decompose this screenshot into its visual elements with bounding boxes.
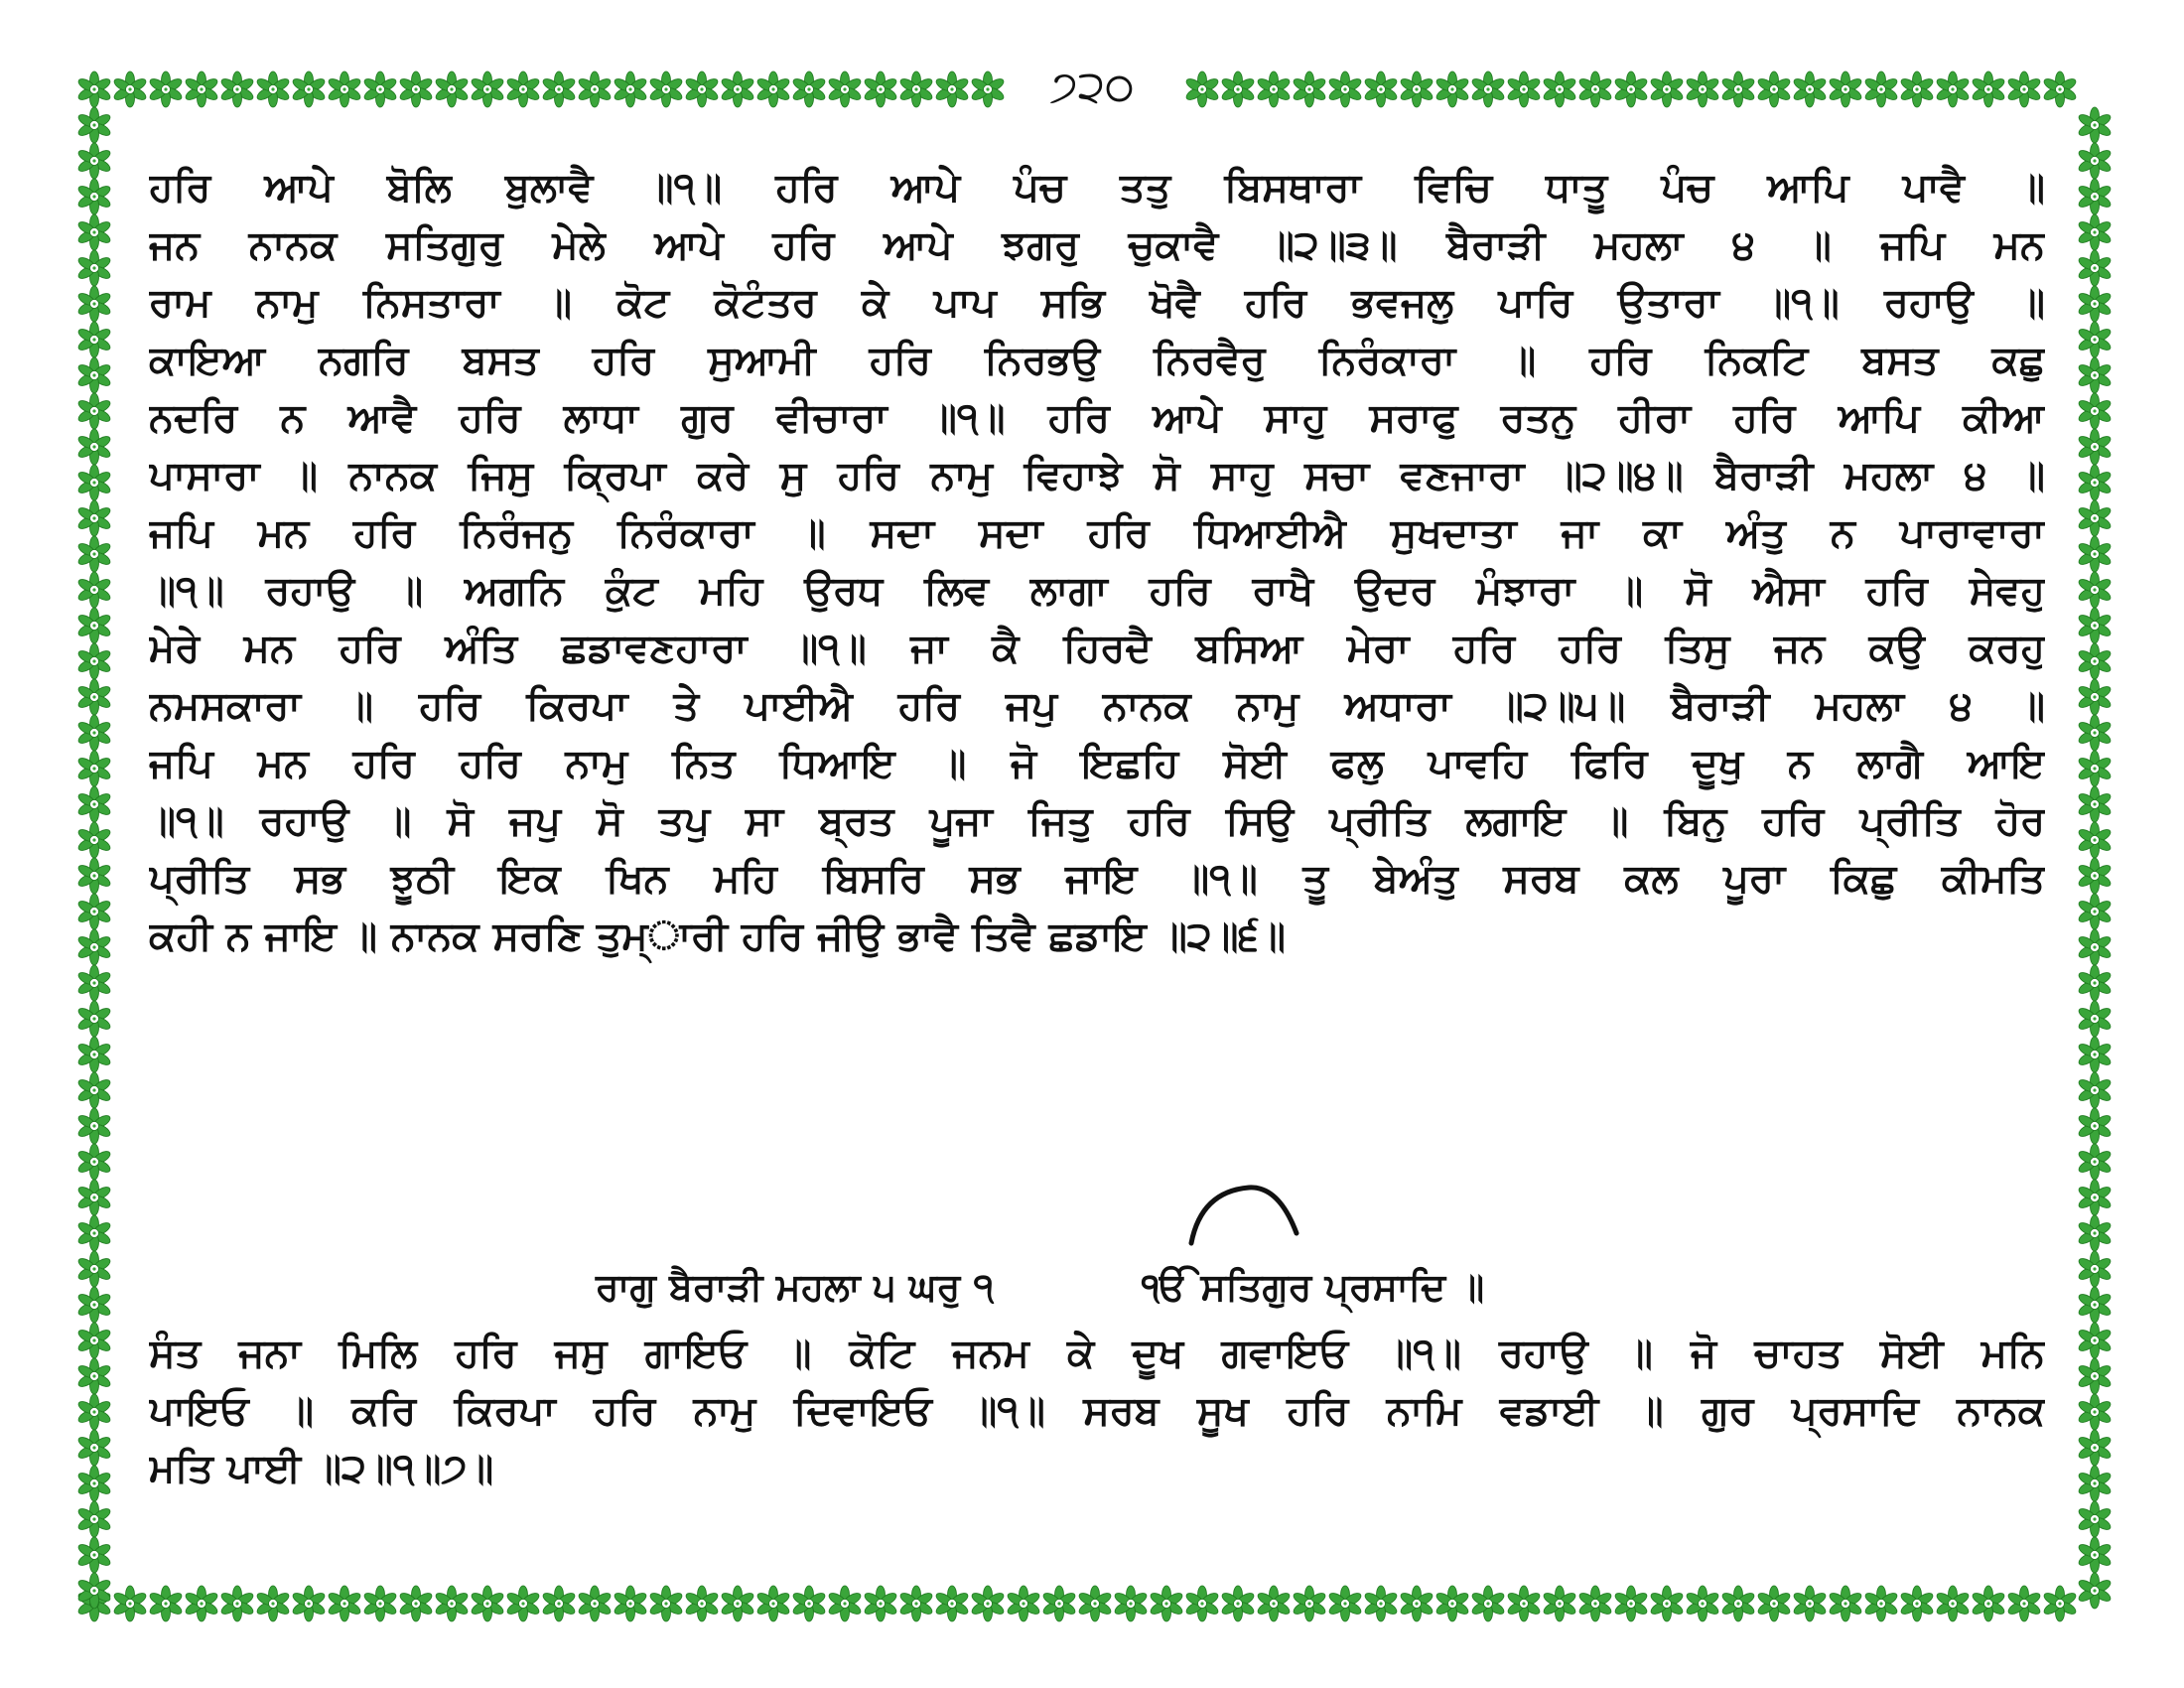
border-flower-icon (470, 1586, 505, 1621)
border-flower-icon (327, 1586, 362, 1621)
border-flower-icon (76, 1466, 112, 1501)
border-flower-icon (1792, 1586, 1828, 1621)
border-flower-icon (76, 1501, 112, 1537)
border-flower-icon (2077, 286, 2113, 322)
border-flower-icon (362, 1586, 398, 1621)
border-flower-icon (76, 393, 112, 429)
border-flower-icon (1434, 1586, 1470, 1621)
border-flower-icon (2077, 1180, 2113, 1215)
verse-line: ਨਦਰਿ ਨ ਆਵੈ ਹਰਿ ਲਾਧਾ ਗੁਰ ਵੀਚਾਰਾ ॥੧॥ ਹਰਿ ਆਪੇ ਸਾਹੁ ਸਰਾਫੁ ਰਤਨੁ ਹੀਰਾ ਹਰਿ ਆਪਿ ਕੀਆ (149, 395, 2045, 441)
border-flower-icon (291, 71, 327, 107)
border-flower-icon (2077, 500, 2113, 536)
border-flower-icon (2077, 1144, 2113, 1180)
border-flower-icon (76, 357, 112, 393)
border-flower-icon (541, 71, 577, 107)
border-flower-icon (2077, 751, 2113, 786)
border-flower-icon (2077, 357, 2113, 393)
verse-block-2 (149, 1325, 2045, 1497)
border-flower-icon (398, 1586, 434, 1621)
border-flower-icon (112, 1586, 148, 1621)
border-flower-icon (76, 1215, 112, 1251)
verse-line: ਕਹੀ ਨ ਜਾਇ ॥ ਨਾਨਕ ਸਰਣਿ ਤੁਮ੍ਾਰੀ ਹਰਿ ਜੀਉ ਭਾਵੈ ਤਿਵੈ ਛਡਾਇ ॥੨॥੬॥ (149, 914, 1286, 959)
border-flower-icon (398, 71, 434, 107)
border-flower-icon (76, 1072, 112, 1108)
border-flower-icon (1363, 1586, 1399, 1621)
verse-line: ਨਮਸਕਾਰਾ ॥ ਹਰਿ ਕਿਰਪਾ ਤੇ ਪਾਈਐ ਹਰਿ ਜਪੁ ਨਾਨਕ ਨਾਮੁ ਅਧਾਰਾ ॥੨॥੫॥ ਬੈਰਾੜੀ ਮਹਲਾ ੪ ॥ (149, 683, 2045, 729)
verse-line: ਮਤਿ ਪਾਈ ॥੨॥੧॥੭॥ (149, 1446, 494, 1491)
border-flower-icon (863, 71, 898, 107)
border-flower-icon (1577, 1586, 1613, 1621)
border-flower-icon (2077, 143, 2113, 179)
border-flower-icon (76, 143, 112, 179)
border-flower-icon (1542, 71, 1577, 107)
border-flower-icon (2077, 1323, 2113, 1358)
border-flower-icon (1542, 1586, 1577, 1621)
verse-line: ਜਨ ਨਾਨਕ ਸਤਿਗੁਰੁ ਮੇਲੇ ਆਪੇ ਹਰਿ ਆਪੇ ਝਗਰੁ ਚੁਕਾਵੈ ॥੨॥੩॥ ਬੈਰਾੜੀ ਮਹਲਾ ੪ ॥ ਜਪਿ ਮਨ (149, 222, 2045, 268)
verse-line: ਪਾਸਾਰਾ ॥ ਨਾਨਕ ਜਿਸੁ ਕ੍ਰਿਪਾ ਕਰੇ ਸੁ ਹਰਿ ਨਾਮੁ ਵਿਹਾਝੇ ਸੋ ਸਾਹੁ ਸਚਾ ਵਣਜਾਰਾ ॥੨॥੪॥ ਬੈਰਾੜੀ ਮਹਲਾ ੪ ॥ (149, 453, 2045, 498)
border-flower-icon (76, 1537, 112, 1573)
border-flower-icon (1935, 1586, 1971, 1621)
border-flower-icon (76, 1323, 112, 1358)
border-flower-icon (434, 1586, 470, 1621)
border-flower-icon (1828, 71, 1863, 107)
border-flower-icon (76, 608, 112, 643)
border-flower-icon (1649, 1586, 1685, 1621)
border-flower-icon (1077, 1586, 1113, 1621)
border-flower-icon (1506, 71, 1542, 107)
border-flower-icon (613, 71, 648, 107)
border-flower-icon (1685, 71, 1720, 107)
border-flower-icon (76, 1251, 112, 1287)
border-flower-icon (1292, 71, 1327, 107)
border-flower-icon (2077, 1537, 2113, 1573)
border-flower-icon (291, 1586, 327, 1621)
border-flower-icon (219, 1586, 255, 1621)
border-flower-icon (1899, 71, 1935, 107)
border-flower-icon (1256, 71, 1292, 107)
border-flower-icon (1971, 71, 2006, 107)
verse-line: ਪ੍ਰੀਤਿ ਸਭ ਝੂਠੀ ਇਕ ਖਿਨ ਮਹਿ ਬਿਸਰਿ ਸਭ ਜਾਇ ॥੧॥ ਤੂ ਬੇਅੰਤੁ ਸਰਬ ਕਲ ਪੂਰਾ ਕਿਛੁ ਕੀਮਤਿ (149, 856, 2045, 902)
border-flower-icon (76, 71, 112, 107)
border-flower-icon (76, 1573, 112, 1609)
border-flower-icon (1399, 1586, 1434, 1621)
border-flower-icon (1899, 1586, 1935, 1621)
border-flower-icon (648, 71, 684, 107)
border-flower-icon (755, 1586, 791, 1621)
border-flower-icon (76, 751, 112, 786)
border-flower-icon (791, 1586, 827, 1621)
border-flower-icon (1220, 71, 1256, 107)
border-flower-icon (2077, 1001, 2113, 1037)
border-flower-icon (2077, 1466, 2113, 1501)
border-flower-icon (2077, 1251, 2113, 1287)
verse-line: ॥੧॥ ਰਹਾਉ ॥ ਸੋ ਜਪੁ ਸੋ ਤਪੁ ਸਾ ਬ੍ਰਤ ਪੂਜਾ ਜਿਤੁ ਹਰਿ ਸਿਉ ਪ੍ਰੀਤਿ ਲਗਾਇ ॥ ਬਿਨੁ ਹਰਿ ਪ੍ਰੀਤਿ ਹੋਰ (149, 798, 2045, 844)
border-flower-icon (2077, 1037, 2113, 1072)
border-flower-icon (1971, 1586, 2006, 1621)
border-flower-icon (1113, 1586, 1149, 1621)
border-flower-icon (1577, 71, 1613, 107)
border-flower-icon (1756, 71, 1792, 107)
border-flower-icon (1756, 1586, 1792, 1621)
border-flower-icon (2077, 429, 2113, 465)
border-flower-icon (148, 71, 184, 107)
border-flower-icon (76, 786, 112, 822)
border-flower-icon (1685, 1586, 1720, 1621)
border-flower-icon (720, 1586, 755, 1621)
border-flower-icon (2077, 393, 2113, 429)
verse-line: ਜਪਿ ਮਨ ਹਰਿ ਹਰਿ ਨਾਮੁ ਨਿਤ ਧਿਆਇ ॥ ਜੋ ਇਛਹਿ ਸੋਈ ਫਲੁ ਪਾਵਹਿ ਫਿਰਿ ਦੂਖੁ ਨ ਲਾਗੈ ਆਇ (149, 741, 2045, 786)
border-flower-icon (76, 429, 112, 465)
border-flower-icon (434, 71, 470, 107)
border-flower-icon (1470, 71, 1506, 107)
border-flower-icon (76, 1001, 112, 1037)
border-flower-icon (2077, 1394, 2113, 1430)
border-flower-icon (934, 1586, 970, 1621)
border-flower-icon (755, 71, 791, 107)
verse-line: ਹਰਿ ਆਪੇ ਬੋਲਿ ਬੁਲਾਵੈ ॥੧॥ ਹਰਿ ਆਪੇ ਪੰਚ ਤਤੁ ਬਿਸਥਾਰਾ ਵਿਚਿ ਧਾਤੂ ਪੰਚ ਆਪਿ ਪਾਵੈ ॥ (149, 165, 2045, 211)
border-flower-icon (2077, 250, 2113, 286)
border-flower-icon (934, 71, 970, 107)
border-flower-icon (2077, 1072, 2113, 1108)
border-flower-icon (76, 643, 112, 679)
border-flower-icon (255, 1586, 291, 1621)
border-flower-icon (76, 286, 112, 322)
border-flower-icon (1292, 1586, 1327, 1621)
border-flower-icon (827, 1586, 863, 1621)
border-flower-icon (541, 1586, 577, 1621)
border-flower-icon (1327, 1586, 1363, 1621)
border-flower-icon (577, 71, 613, 107)
border-flower-icon (2077, 1358, 2113, 1394)
border-flower-icon (76, 1287, 112, 1323)
border-flower-icon (76, 715, 112, 751)
border-flower-icon (2077, 322, 2113, 357)
border-flower-icon (1863, 71, 1899, 107)
border-flower-icon (505, 1586, 541, 1621)
border-flower-icon (76, 1108, 112, 1144)
border-flower-icon (1041, 1586, 1077, 1621)
border-flower-icon (1506, 1586, 1542, 1621)
border-flower-icon (2077, 608, 2113, 643)
border-flower-icon (76, 1180, 112, 1215)
border-flower-icon (827, 71, 863, 107)
border-flower-icon (1220, 1586, 1256, 1621)
border-flower-icon (2042, 1586, 2078, 1621)
border-flower-icon (684, 71, 720, 107)
border-flower-icon (76, 929, 112, 965)
border-flower-icon (1613, 1586, 1649, 1621)
border-flower-icon (863, 1586, 898, 1621)
border-flower-icon (76, 465, 112, 500)
border-flower-icon (76, 1358, 112, 1394)
border-flower-icon (505, 71, 541, 107)
border-flower-icon (2077, 929, 2113, 965)
border-flower-icon (2042, 71, 2078, 107)
border-flower-icon (76, 679, 112, 715)
verse-line: ਰਾਮ ਨਾਮੁ ਨਿਸਤਾਰਾ ॥ ਕੋਟ ਕੋਟੰਤਰ ਕੇ ਪਾਪ ਸਭਿ ਖੋਵੈ ਹਰਿ ਭਵਜਲੁ ਪਾਰਿ ਉਤਾਰਾ ॥੧॥ ਰਹਾਉ ॥ (149, 280, 2045, 326)
border-flower-icon (2077, 1108, 2113, 1144)
verse-line: ਪਾਇਓ ॥ ਕਰਿ ਕਿਰਪਾ ਹਰਿ ਨਾਮੁ ਦਿਵਾਇਓ ॥੧॥ ਸਰਬ ਸੂਖ ਹਰਿ ਨਾਮਿ ਵਡਾਈ ॥ ਗੁਰ ਪ੍ਰਸਾਦਿ ਨਾਨਕ (149, 1388, 2045, 1434)
border-flower-icon (76, 572, 112, 608)
border-flower-icon (76, 107, 112, 143)
border-flower-icon (2077, 858, 2113, 894)
border-flower-icon (1184, 1586, 1220, 1621)
mool-mantar: ੴ ਸਤਿਗੁਰ ਪ੍ਰਸਾਦਿ ॥ (1142, 1265, 1485, 1309)
border-flower-icon (1149, 1586, 1184, 1621)
border-flower-icon (648, 1586, 684, 1621)
border-flower-icon (2077, 965, 2113, 1001)
border-flower-icon (1363, 71, 1399, 107)
border-flower-icon (2077, 179, 2113, 214)
border-flower-icon (255, 71, 291, 107)
verse-line: ਮੇਰੇ ਮਨ ਹਰਿ ਅੰਤਿ ਛਡਾਵਣਹਾਰਾ ॥੧॥ ਜਾ ਕੈ ਹਿਰਦੈ ਬਸਿਆ ਮੇਰਾ ਹਰਿ ਹਰਿ ਤਿਸੁ ਜਨ ਕਉ ਕਰਹੁ (149, 626, 2045, 671)
border-flower-icon (2077, 1501, 2113, 1537)
border-flower-icon (327, 71, 362, 107)
border-flower-icon (1792, 71, 1828, 107)
verse-line: ਜਪਿ ਮਨ ਹਰਿ ਨਿਰੰਜਨੁ ਨਿਰੰਕਾਰਾ ॥ ਸਦਾ ਸਦਾ ਹਰਿ ਧਿਆਈਐ ਸੁਖਦਾਤਾ ਜਾ ਕਾ ਅੰਤੁ ਨ ਪਾਰਾਵਾਰਾ (149, 510, 2045, 556)
verse-line: ॥੧॥ ਰਹਾਉ ॥ ਅਗਨਿ ਕੁੰਟ ਮਹਿ ਉਰਧ ਲਿਵ ਲਾਗਾ ਹਰਿ ਰਾਖੈ ਉਦਰ ਮੰਝਾਰਾ ॥ ਸੋ ਐਸਾ ਹਰਿ ਸੇਵਹੁ (149, 568, 2045, 614)
border-flower-icon (1006, 1586, 1041, 1621)
border-flower-icon (76, 179, 112, 214)
border-flower-icon (2077, 715, 2113, 751)
border-flower-icon (2077, 465, 2113, 500)
border-flower-icon (2006, 71, 2042, 107)
border-flower-icon (2077, 679, 2113, 715)
border-flower-icon (2077, 643, 2113, 679)
border-flower-icon (791, 71, 827, 107)
border-flower-icon (112, 71, 148, 107)
border-flower-icon (2077, 572, 2113, 608)
border-flower-icon (1720, 71, 1756, 107)
border-flower-icon (1470, 1586, 1506, 1621)
border-flower-icon (898, 71, 934, 107)
border-flower-icon (970, 1586, 1006, 1621)
border-flower-icon (76, 858, 112, 894)
border-flower-icon (720, 71, 755, 107)
border-flower-icon (1256, 1586, 1292, 1621)
border-flower-icon (76, 822, 112, 858)
border-flower-icon (76, 965, 112, 1001)
border-flower-icon (2006, 1586, 2042, 1621)
border-flower-icon (470, 71, 505, 107)
border-flower-icon (76, 500, 112, 536)
border-flower-icon (577, 1586, 613, 1621)
border-flower-icon (613, 1586, 648, 1621)
verse-line: ਕਾਇਆ ਨਗਰਿ ਬਸਤ ਹਰਿ ਸੁਆਮੀ ਹਰਿ ਨਿਰਭਉ ਨਿਰਵੈਰੁ ਨਿਰੰਕਾਰਾ ॥ ਹਰਿ ਨਿਕਟਿ ਬਸਤ ਕਛੁ (149, 338, 2045, 383)
border-flower-icon (362, 71, 398, 107)
border-flower-icon (148, 1586, 184, 1621)
border-flower-icon (2077, 822, 2113, 858)
border-flower-icon (1434, 71, 1470, 107)
border-flower-icon (76, 894, 112, 929)
border-flower-icon (1399, 71, 1434, 107)
border-flower-icon (76, 536, 112, 572)
border-flower-icon (76, 322, 112, 357)
border-flower-icon (2077, 1215, 2113, 1251)
border-flower-icon (76, 1430, 112, 1466)
raag-title: ਰਾਗੁ ਬੈਰਾੜੀ ਮਹਲਾ ੫ ਘਰੁ ੧ (596, 1265, 995, 1309)
border-flower-icon (1327, 71, 1363, 107)
border-flower-icon (2077, 1573, 2113, 1609)
border-flower-icon (2077, 214, 2113, 250)
border-flower-icon (1613, 71, 1649, 107)
border-flower-icon (2077, 536, 2113, 572)
border-flower-icon (1828, 1586, 1863, 1621)
verse-block-1 (149, 159, 2045, 965)
border-flower-icon (2077, 786, 2113, 822)
border-flower-icon (1649, 71, 1685, 107)
border-flower-icon (76, 250, 112, 286)
verse-line: ਸੰਤ ਜਨਾ ਮਿਲਿ ਹਰਿ ਜਸੁ ਗਾਇਓ ॥ ਕੋਟਿ ਜਨਮ ਕੇ ਦੂਖ ਗਵਾਇਓ ॥੧॥ ਰਹਾਉ ॥ ਜੋ ਚਾਹਤ ਸੋਈ ਮਨਿ (149, 1331, 2045, 1376)
border-flower-icon (2077, 894, 2113, 929)
border-flower-icon (2077, 1430, 2113, 1466)
border-flower-icon (184, 71, 219, 107)
border-flower-icon (2077, 107, 2113, 143)
border-flower-icon (76, 1037, 112, 1072)
border-flower-icon (2077, 1287, 2113, 1323)
page-number: ੭੨੦ (1049, 62, 1135, 112)
border-flower-icon (1863, 1586, 1899, 1621)
border-flower-icon (219, 71, 255, 107)
border-flower-icon (76, 1144, 112, 1180)
raag-heading (149, 1229, 2045, 1319)
border-flower-icon (898, 1586, 934, 1621)
border-flower-icon (1935, 71, 1971, 107)
border-flower-icon (1720, 1586, 1756, 1621)
border-flower-icon (184, 1586, 219, 1621)
border-flower-icon (76, 214, 112, 250)
border-flower-icon (684, 1586, 720, 1621)
border-flower-icon (76, 1394, 112, 1430)
